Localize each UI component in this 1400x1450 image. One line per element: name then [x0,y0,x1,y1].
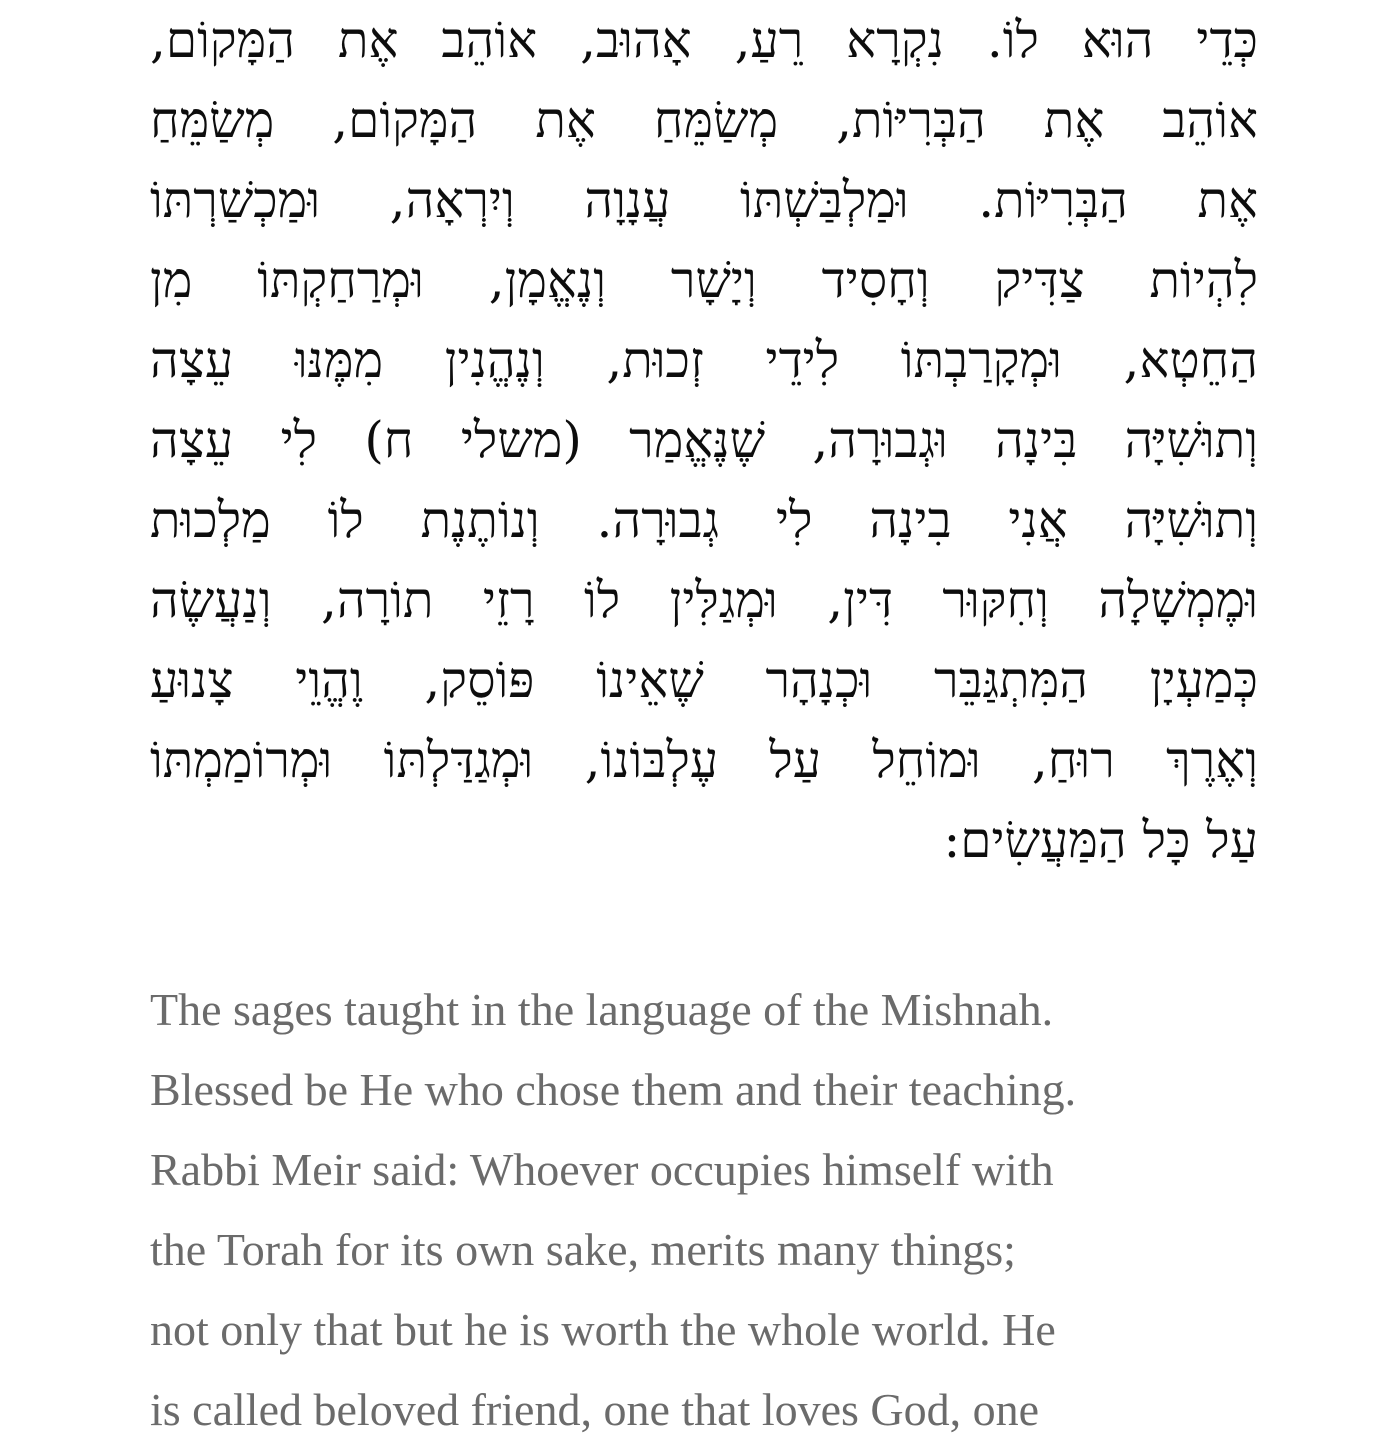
english-line: not only that but he is worth the whole world. He [150,1304,1056,1355]
english-line: The sages taught in the language of the Mishnah. [150,984,1054,1035]
hebrew-line: וּמֶמְשָׁלָה וְחִקּוּר דִּין, וּמְגַלִּין לוֹ רָזֵי תוֹרָה, וְנַעֲשֶׂה [150,571,1258,629]
hebrew-line: וְתוּשִׁיָּה אֲנִי בִינָה לִי גְבוּרָה. וְנוֹתֶנֶת לוֹ מַלְכוּת [150,491,1258,549]
hebrew-line: וְתוּשִׁיָּה בִּינָה וּגְבוּרָה, שֶׁנֶּאֱמַר (משלי ח) לִי עֵצָה [150,411,1258,469]
english-translation [150,970,1260,1435]
english-line: is called beloved friend, one that loves God, one [150,1384,1040,1435]
hebrew-line: אוֹהֵב אֶת הַבְּרִיּוֹת, מְשַׂמֵּחַ אֶת הַמָּקוֹם, מְשַׂמֵּחַ [150,91,1258,149]
hebrew-line: כְּדֵי הוּא לוֹ. נִקְרָא רֵעַ, אָהוּב, אוֹהֵב אֶת הַמָּקוֹם, [150,11,1258,69]
hebrew-line: הַחֵטְא, וּמְקָרַבְתּוֹ לִידֵי זְכוּת, וְנֶהֱנִין מִמֶּנּוּ עֵצָה [150,331,1258,389]
hebrew-passage [150,0,1258,880]
english-line: Rabbi Meir said: Whoever occupies himself with [150,1144,1054,1195]
hebrew-line: לִהְיוֹת צַדִּיק וְחָסִיד וְיָשָׁר וְנֶאֱמָן, וּמְרַחַקְתּוֹ מִן [150,251,1258,309]
hebrew-line: עַל כָּל הַמַּעֲשִׂים: [943,811,1258,869]
hebrew-line: כְּמַעְיָן הַמִּתְגַּבֵּר וּכְנָהָר שֶׁאֵינוֹ פּוֹסֵק, וֶהֱוֵי צָנוּעַ [150,651,1258,709]
hebrew-line: אֶת הַבְּרִיּוֹת. וּמַלְבַּשְׁתּוֹ עֲנָוָה וְיִרְאָה, וּמַכְשַׁרְתּוֹ [150,171,1258,229]
english-line: the Torah for its own sake, merits many things; [150,1224,1016,1275]
hebrew-line: וְאֶרֶךְ רוּחַ, וּמוֹחֵל עַל עֶלְבּוֹנוֹ, וּמְגַדַּלְתּוֹ וּמְרוֹמַמְתּוֹ [150,731,1258,789]
english-line: Blessed be He who chose them and their teaching. [150,1064,1077,1115]
